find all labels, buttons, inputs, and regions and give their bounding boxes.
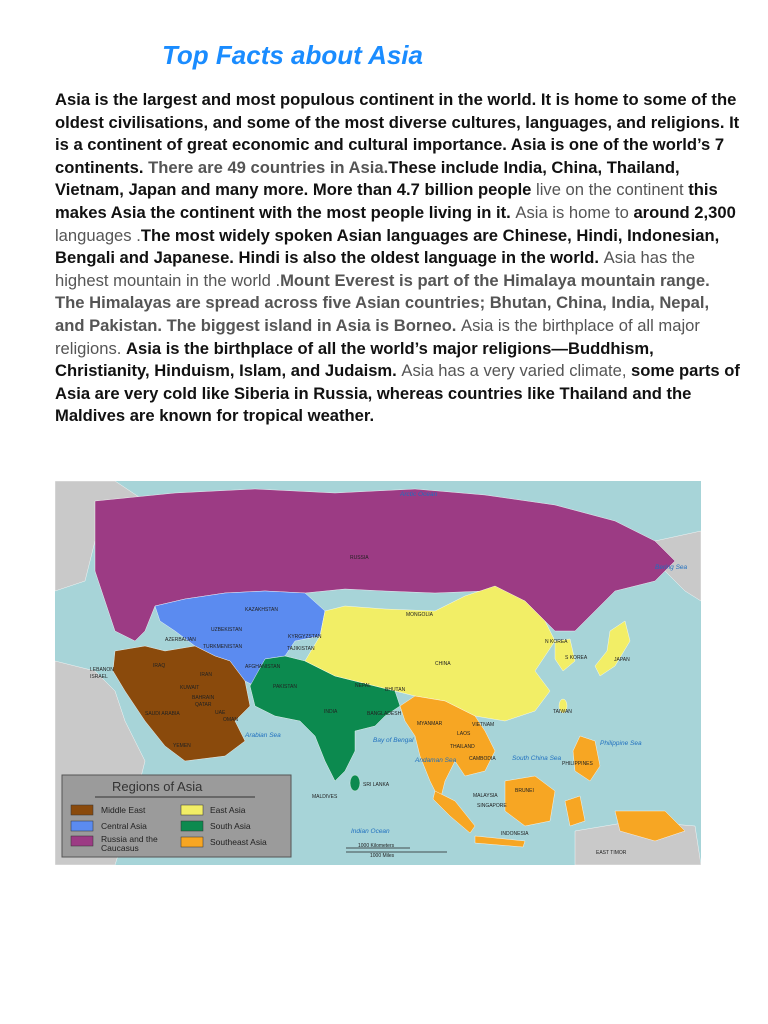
scale-label-miles: 1000 Miles (370, 853, 395, 859)
sea-label-south-china: South China Sea (512, 755, 562, 762)
sea-label-bengal: Bay of Bengal (373, 737, 414, 744)
legend-swatch-south-asia (181, 821, 203, 831)
legend-label-russia-line2: Caucasus (101, 843, 139, 853)
sea-label-andaman: Andaman Sea (415, 757, 457, 764)
label-iran: IRAN (200, 672, 212, 678)
label-brunei: BRUNEI (515, 788, 534, 794)
paragraph-segment: These include India, China, Thailand, Vietnam, Japan and many more. More than 4.7 billion people (55, 157, 680, 200)
paragraph-segment: around 2,300 (633, 202, 736, 222)
label-kazakhstan: KAZAKHSTAN (245, 607, 278, 613)
label-indonesia: INDONESIA (501, 831, 529, 837)
label-bahrain: BAHRAIN (192, 695, 215, 701)
label-russia: RUSSIA (350, 555, 369, 561)
legend-label-russia: Russia and the (101, 834, 158, 844)
paragraph-segment: Asia has a very varied climate, (401, 361, 632, 381)
paragraph-segment: Asia is the birthplace of all major religions. (55, 315, 700, 358)
paragraph-segment: The most widely spoken Asian languages are Chinese, Hindi, Indonesian, Bengali and Japanese. Hindi is also the oldest language in the world. (55, 225, 720, 268)
label-qatar: QATAR (195, 702, 212, 708)
map-legend (62, 775, 291, 857)
label-mongolia: MONGOLIA (406, 612, 433, 618)
label-singapore: SINGAPORE (477, 803, 507, 809)
paragraph-segment: Asia is the largest and most populous continent in the world. It is home to some of the oldest civilisations, and some of the most diverse cultures, languages, and religions. It is a continent of great economic and cultural importance. Asia is one of the world’s 7 continents. (55, 90, 740, 177)
label-kuwait: KUWAIT (180, 685, 200, 691)
label-uzbekistan: UZBEKISTAN (211, 627, 243, 633)
legend-label-central-asia: Central Asia (101, 821, 147, 831)
label-myanmar: MYANMAR (417, 721, 443, 727)
sea-label-philippine: Philippine Sea (600, 740, 642, 747)
legend-swatch-central-asia (71, 821, 93, 831)
sri-lanka-shape (350, 775, 360, 791)
label-india: INDIA (324, 709, 338, 715)
label-china: CHINA (435, 661, 451, 667)
legend-label-middle-east: Middle East (101, 805, 146, 815)
label-philippines: PHILIPPINES (562, 761, 593, 767)
paragraph-segment: Asia is home to (515, 202, 634, 222)
legend-swatch-east-asia (181, 805, 203, 815)
legend-swatch-russia (71, 836, 93, 846)
paragraph-segment: There are 49 countries in Asia. (148, 157, 389, 177)
label-yemen: YEMEN (173, 743, 191, 749)
label-uae: UAE (215, 710, 226, 716)
paragraph-segment: this makes Asia the continent with the most people living in it. (55, 180, 718, 222)
label-cambodia: CAMBODIA (469, 756, 496, 762)
paragraph-segment: languages . (55, 225, 141, 245)
label-afghanistan: AFGHANISTAN (245, 664, 281, 670)
sea-label-arabian: Arabian Sea (245, 732, 281, 739)
label-lebanon: LEBANON (90, 667, 114, 673)
label-thailand: THAILAND (450, 744, 475, 750)
label-easttimor: EAST TIMOR (596, 850, 627, 856)
label-kyrgyzstan: KYRGYZSTAN (288, 634, 322, 640)
legend-swatch-middle-east (71, 805, 93, 815)
legend-label-southeast-asia: Southeast Asia (210, 837, 267, 847)
map-svg (55, 481, 701, 865)
paragraph-segment: Mount Everest is part of the Himalaya mountain range. The Himalayas are spread across five Asian countries; Bhutan, China, India, Nepal, and Pakistan. The biggest island in Asia is Borneo. (55, 270, 710, 335)
asia-regions-map (55, 481, 701, 865)
legend-swatch-southeast-asia (181, 837, 203, 847)
sea-label-indian: Indian Ocean (351, 828, 390, 835)
label-israel: ISRAEL (90, 674, 108, 680)
label-laos: LAOS (457, 731, 471, 737)
label-bangladesh: BANGLADESH (367, 711, 402, 717)
paragraph-segment: Asia is the birthplace of all the world’s major religions—Buddhism, Christianity, Hinduism, Islam, and Judaism. (55, 338, 654, 381)
sea-label-arctic: Arctic Ocean (400, 491, 438, 498)
paragraph-segment: some parts of Asia are very cold like Siberia in Russia, whereas countries like Thailand and the Maldives are known for tropical weather. (55, 361, 740, 426)
label-vietnam: VIETNAM (472, 722, 495, 728)
label-bhutan: BHUTAN (385, 687, 406, 693)
label-oman: OMAN (223, 717, 238, 723)
sea-label-bering: Bering Sea (655, 564, 688, 571)
page-title: Top Facts about Asia (162, 40, 423, 70)
label-japan: JAPAN (614, 657, 630, 663)
label-nkorea: N KOREA (545, 639, 568, 645)
label-maldives: MALDIVES (312, 794, 338, 800)
label-azerbaijan: AZERBAIJAN (165, 637, 196, 643)
legend-title: Regions of Asia (112, 779, 203, 794)
paragraph-segment: Asia has the highest mountain in the world . (55, 248, 695, 290)
label-saudi: SAUDI ARABIA (145, 711, 180, 717)
label-srilanka: SRI LANKA (363, 782, 390, 788)
label-tajikistan: TAJIKISTAN (287, 646, 315, 652)
label-pakistan: PAKISTAN (273, 684, 297, 690)
legend-label-south-asia: South Asia (210, 821, 251, 831)
label-iraq: IRAQ (153, 663, 166, 669)
paragraph-segment: live on the continent (536, 180, 689, 200)
body-paragraph (55, 89, 741, 428)
label-malaysia: MALAYSIA (473, 793, 498, 799)
label-taiwan: TAIWAN (553, 709, 572, 715)
label-skorea: S KOREA (565, 655, 588, 661)
legend-label-east-asia: East Asia (210, 805, 246, 815)
scale-label-km: 1000 Kilometers (358, 843, 395, 849)
label-nepal: NEPAL (355, 683, 372, 689)
label-turkmenistan: TURKMENISTAN (203, 644, 243, 650)
